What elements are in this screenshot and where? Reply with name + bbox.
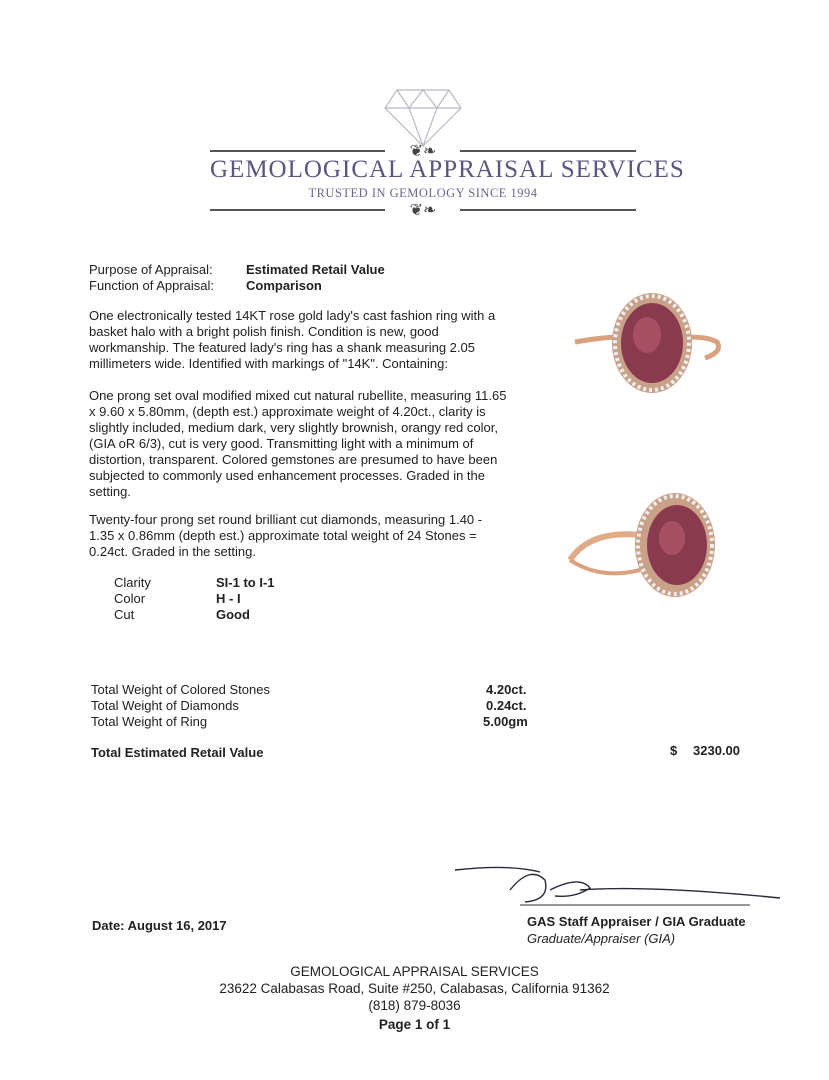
grade-row xyxy=(114,607,275,623)
total-row xyxy=(91,714,541,730)
grade-value: H - I xyxy=(216,591,241,606)
total-label: Total Weight of Colored Stones xyxy=(91,682,270,697)
logo-rule-top-left xyxy=(210,150,385,152)
page-number: Page 1 of 1 xyxy=(378,1017,451,1032)
grade-value: SI-1 to I-1 xyxy=(216,575,275,590)
grade-value: Good xyxy=(216,607,250,622)
function-label: Function of Appraisal: xyxy=(89,278,215,293)
logo-rule-top-right xyxy=(460,150,636,152)
function-row xyxy=(89,278,322,293)
logo-tagline: TRUSTED IN GEMOLOGY SINCE 1994 xyxy=(308,186,538,200)
ring-side-view-image xyxy=(560,490,730,610)
purpose-label: Purpose of Appraisal: xyxy=(89,262,213,277)
grade-row xyxy=(114,575,275,591)
currency-symbol: $ xyxy=(670,743,678,758)
logo-title: GEMOLOGICAL APPRAISAL SERVICES xyxy=(210,156,685,183)
footer-company: GEMOLOGICAL APPRAISAL SERVICES xyxy=(290,964,539,979)
total-row xyxy=(91,698,541,714)
footer-phone: (818) 879-8036 xyxy=(368,998,461,1013)
total-value: 0.24ct. xyxy=(486,698,527,713)
flourish-ornament-icon: ❦❧ xyxy=(409,202,437,219)
purpose-row xyxy=(89,262,385,277)
appraisal-date: Date: August 16, 2017 xyxy=(92,918,227,933)
diamond-description: Twenty-four prong set round brilliant cut diamonds, measuring 1.40 - 1.35 x 0.86mm (depth est.) approximate total weight of 24 Stones = 0.24ct. Graded in the setting. xyxy=(89,512,483,559)
flourish-ornament-icon: ❦❧ xyxy=(409,143,437,160)
total-value: 5.00gm xyxy=(483,714,528,729)
ring-top-view-image xyxy=(555,280,730,410)
totals-table xyxy=(91,682,541,730)
footer-address: 23622 Calabasas Road, Suite #250, Calabasas, California 91362 xyxy=(219,981,610,996)
signature-image xyxy=(450,860,790,915)
gemstone-description: One prong set oval modified mixed cut natural rubellite, measuring 11.65 x 9.60 x 5.80mm, (depth est.) approximate weight of 4.20ct., clarity is slightly included, medium dark, very slightly brownish, orangy red color, (GIA oR 6/3), cut is very good. Transmitting light with a minimum of distortion, transparent. Colored gemstones are presumed to have been subjected to commonly used enhancement processes. Graded in the setting. xyxy=(89,388,507,499)
grade-label: Color xyxy=(114,591,146,606)
signer-title: GAS Staff Appraiser / GIA Graduate xyxy=(527,914,746,929)
ring-description: One electronically tested 14KT rose gold lady's cast fashion ring with a basket halo with a bright polish finish. Condition is new, good workmanship. The featured lady's ring has a shank measuring 2.05 millimeters wide. Identified with markings of "14K". Containing: xyxy=(89,308,496,371)
total-label: Total Weight of Ring xyxy=(91,714,208,729)
purpose-value: Estimated Retail Value xyxy=(246,262,385,277)
retail-value-label: Total Estimated Retail Value xyxy=(91,745,264,760)
total-row xyxy=(91,682,541,698)
grade-label: Cut xyxy=(114,607,135,622)
retail-value-amount: 3230.00 xyxy=(693,743,740,758)
logo-rule-bottom-right xyxy=(460,209,636,211)
function-value: Comparison xyxy=(246,278,322,293)
total-label: Total Weight of Diamonds xyxy=(91,698,239,713)
logo-rule-bottom-left xyxy=(210,209,385,211)
footer xyxy=(0,963,829,1033)
signer-subtitle: Graduate/Appraiser (GIA) xyxy=(527,931,676,946)
grade-row xyxy=(114,591,275,607)
grades-table xyxy=(114,575,275,623)
total-value: 4.20ct. xyxy=(486,682,527,697)
grade-label: Clarity xyxy=(114,575,151,590)
